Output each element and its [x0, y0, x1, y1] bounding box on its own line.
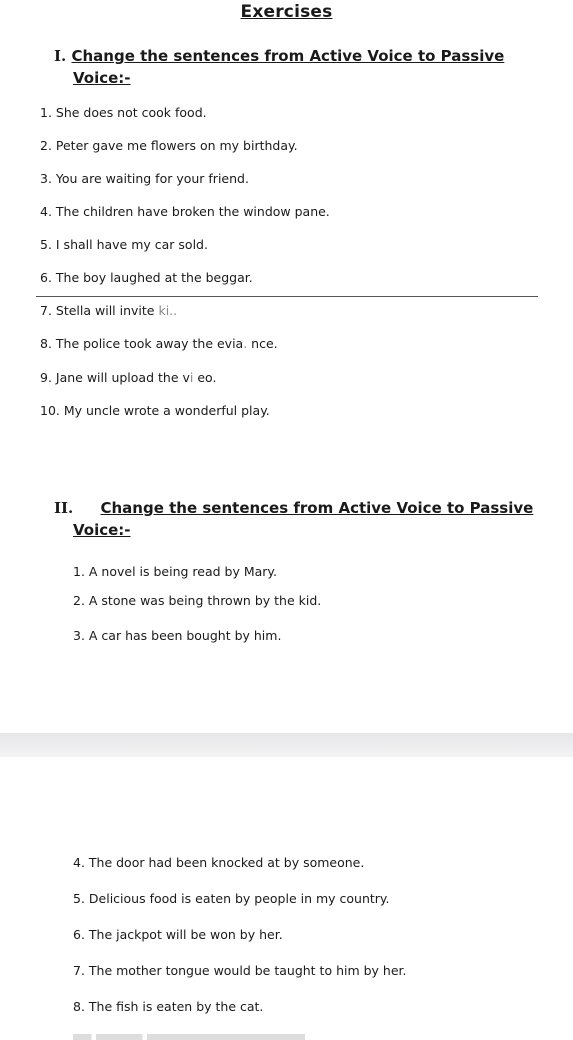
- page-title: Exercises: [240, 2, 333, 22]
- list-item: 4. The children have broken the window pane.: [40, 204, 330, 219]
- page-break: [0, 733, 573, 757]
- list-item: 5. Delicious food is eaten by people in my country.: [73, 891, 390, 906]
- list-item: 3. You are waiting for your friend.: [40, 171, 249, 186]
- list-item: 3. A car has been bought by him.: [73, 628, 282, 643]
- list-item: 8. The fish is eaten by the cat.: [73, 999, 264, 1014]
- list-item: 5. I shall have my car sold.: [40, 237, 208, 252]
- list-item: 7. Stella will invite ki..: [40, 303, 178, 318]
- section-1-number: I.: [54, 47, 67, 65]
- list-item: 8. The police took away the evia. nce.: [40, 336, 278, 351]
- section-1-heading-line2: Voice:-: [73, 69, 131, 87]
- section-2-heading-line1: Change the sentences from Active Voice to Passive: [100, 499, 534, 517]
- list-item: 9. Jane will upload the vi eo.: [40, 370, 217, 385]
- obscured-text: ki..: [154, 303, 178, 318]
- divider-line: [36, 296, 538, 297]
- section-2-heading: [54, 497, 533, 519]
- list-item: 4. The door had been knocked at by someone.: [73, 855, 365, 870]
- section-1-heading: [54, 45, 504, 67]
- section-2-number: II.: [54, 499, 74, 517]
- list-item: 2. Peter gave me flowers on my birthday.: [40, 138, 298, 153]
- list-item: 1. She does not cook food.: [40, 105, 207, 120]
- list-item: 7. The mother tongue would be taught to him by her.: [73, 963, 407, 978]
- section-2-heading-line2: Voice:-: [73, 521, 131, 539]
- list-item: 6. The jackpot will be won by her.: [73, 927, 283, 942]
- list-item: 10. My uncle wrote a wonderful play.: [40, 403, 270, 418]
- section-1-heading-line1: Change the sentences from Active Voice to Passive: [71, 47, 505, 65]
- list-item: 6. The boy laughed at the beggar.: [40, 270, 253, 285]
- list-item: 2. A stone was being thrown by the kid.: [73, 593, 322, 608]
- list-item: 1. A novel is being read by Mary.: [73, 564, 278, 579]
- cut-off-text: [73, 1034, 305, 1040]
